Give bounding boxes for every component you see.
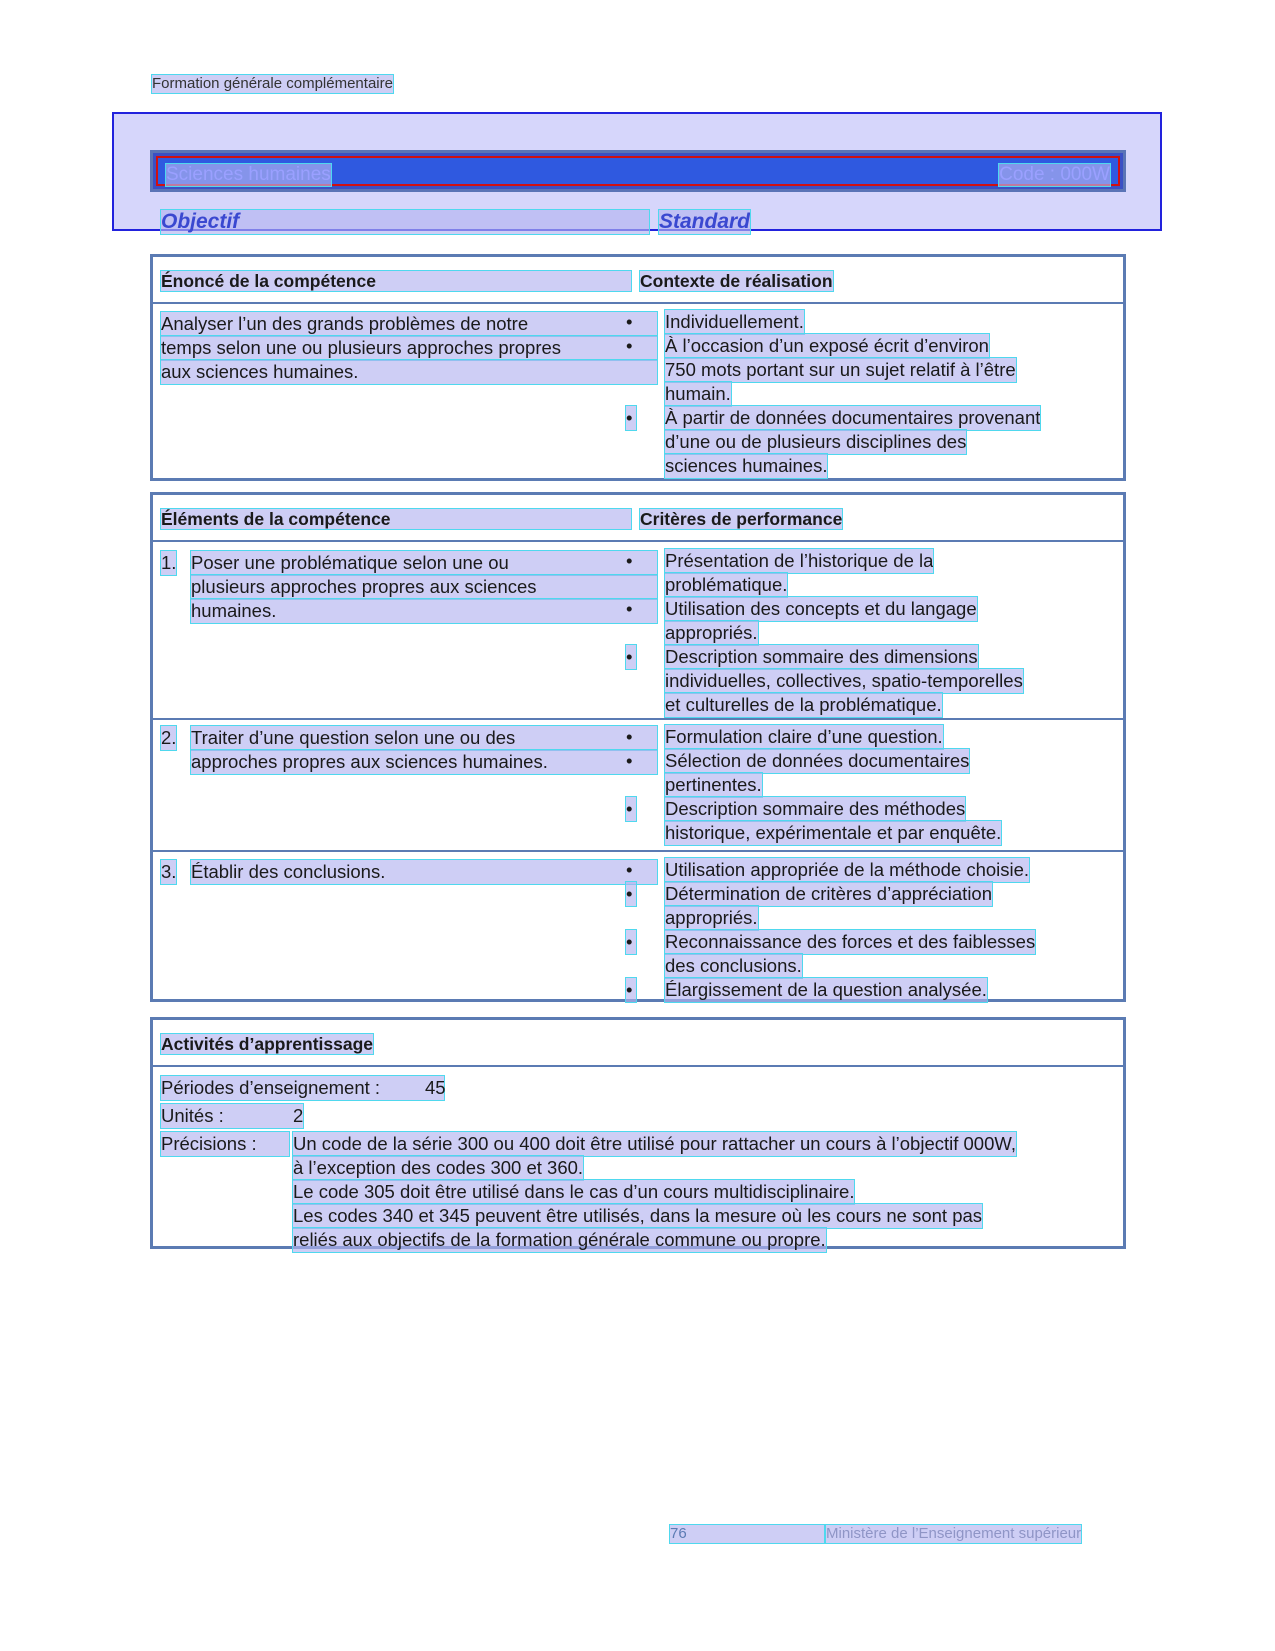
- bullet: •: [626, 859, 633, 880]
- criterion-line: Description sommaire des méthodes: [665, 798, 966, 819]
- competence-box-header: [153, 257, 1123, 304]
- list-item: [623, 725, 1001, 749]
- precision-line: Les codes 340 et 345 peuvent être utilisés, dans la mesure où les cours ne sont pas: [293, 1205, 983, 1226]
- elements-box: [150, 492, 1126, 1002]
- list-item: [623, 978, 1035, 1002]
- criteria-list: [623, 858, 1035, 1002]
- footer-page-number: 76: [670, 1525, 824, 1543]
- list-item: [623, 334, 1040, 406]
- element-text: [191, 860, 657, 884]
- bullet: •: [626, 311, 633, 332]
- standard-heading: Standard: [659, 210, 751, 233]
- precisions-text: [293, 1132, 1016, 1252]
- criterion-line: des conclusions.: [665, 955, 802, 976]
- list-item: [623, 797, 1001, 845]
- units-label: [161, 1104, 303, 1128]
- element-text: [191, 551, 657, 623]
- criteria-header: Critères de performance: [640, 509, 843, 529]
- element-number: 2.: [161, 727, 177, 748]
- element-line: approches propres aux sciences humaines.: [191, 750, 657, 774]
- periods-label-text: Périodes d’enseignement :: [161, 1077, 381, 1098]
- bullet: •: [626, 645, 636, 669]
- context-line: Individuellement.: [665, 311, 804, 332]
- list-item: [623, 858, 1035, 882]
- statement-line: Analyser l’un des grands problèmes de notre: [161, 312, 657, 336]
- criterion-line: Élargissement de la question analysée.: [665, 979, 987, 1000]
- footer-ministry: Ministère de l’Enseignement supérieur: [826, 1525, 1082, 1542]
- context-header: Contexte de réalisation: [640, 271, 833, 291]
- statement-line: aux sciences humaines.: [161, 360, 657, 384]
- bullet: •: [626, 550, 633, 571]
- criterion-line: individuelles, collectives, spatio-temporelles: [665, 670, 1023, 691]
- element-line: humaines.: [191, 599, 657, 623]
- precision-line: à l’exception des codes 300 et 360.: [293, 1157, 584, 1178]
- list-item: [623, 406, 1040, 478]
- bullet: •: [626, 930, 636, 954]
- element-text: [191, 726, 657, 774]
- precisions-label: Précisions :: [161, 1132, 289, 1156]
- context-line: sciences humaines.: [665, 455, 828, 476]
- criterion-line: problématique.: [665, 574, 788, 595]
- criterion-line: Détermination de critères d’appréciation: [665, 883, 993, 904]
- context-line: d’une ou de plusieurs disciplines des: [665, 431, 967, 452]
- element-row-3: [153, 852, 1123, 1002]
- criterion-line: pertinentes.: [665, 774, 762, 795]
- activities-header: Activités d’apprentissage: [161, 1034, 374, 1054]
- bullet: •: [626, 726, 633, 747]
- activities-box: [150, 1017, 1126, 1249]
- criterion-line: Reconnaissance des forces et des faiblesses: [665, 931, 1036, 952]
- bullet: •: [626, 978, 636, 1002]
- list-item: [623, 930, 1035, 978]
- bullet: •: [626, 797, 636, 821]
- list-item: [623, 310, 1040, 334]
- periods-value: 45: [425, 1077, 446, 1098]
- units-label-text: Unités :: [161, 1105, 224, 1126]
- objectif-heading: Objectif: [161, 210, 649, 234]
- units-value: 2: [293, 1105, 304, 1126]
- context-line: humain.: [665, 383, 731, 404]
- bullet: •: [626, 335, 633, 356]
- element-number: 1.: [161, 552, 177, 573]
- precision-line: reliés aux objectifs de la formation générale commune ou propre.: [293, 1229, 826, 1250]
- context-line: À partir de données documentaires provenant: [665, 407, 1041, 428]
- criterion-line: Formulation claire d’une question.: [665, 726, 943, 747]
- elements-header: Éléments de la compétence: [161, 509, 631, 529]
- bullet: •: [626, 598, 633, 619]
- bullet: •: [626, 406, 636, 430]
- context-list: [623, 310, 1040, 478]
- course-title-bar: [150, 150, 1126, 192]
- criteria-list: [623, 725, 1001, 845]
- criterion-line: Sélection de données documentaires: [665, 750, 970, 771]
- periods-label: [161, 1076, 444, 1100]
- criterion-line: appropriés.: [665, 907, 758, 928]
- criterion-line: appropriés.: [665, 622, 758, 643]
- element-row-2: [153, 720, 1123, 852]
- bullet: •: [626, 750, 633, 771]
- criterion-line: et culturelles de la problématique.: [665, 694, 942, 715]
- element-line: Établir des conclusions.: [191, 860, 657, 884]
- list-item: [623, 597, 1023, 645]
- criterion-line: Utilisation appropriée de la méthode choisie.: [665, 859, 1030, 880]
- activities-box-body: [153, 1067, 1123, 1250]
- elements-box-header: [153, 495, 1123, 542]
- course-code: Code : 000W: [999, 164, 1110, 185]
- precision-line: Un code de la série 300 ou 400 doit être utilisé pour rattacher un cours à l’objectif 000W,: [293, 1133, 1016, 1154]
- course-title: Sciences humaines: [166, 164, 331, 185]
- element-line: plusieurs approches propres aux sciences: [191, 575, 657, 599]
- criterion-line: Description sommaire des dimensions: [665, 646, 978, 667]
- criterion-line: Présentation de l’historique de la: [665, 550, 934, 571]
- criterion-line: Utilisation des concepts et du langage: [665, 598, 977, 619]
- element-line: Traiter d’une question selon une ou des: [191, 726, 657, 750]
- competence-box: [150, 254, 1126, 481]
- activities-box-header: [153, 1020, 1123, 1067]
- list-item: [623, 645, 1023, 717]
- bullet: •: [626, 882, 636, 906]
- precision-line: Le code 305 doit être utilisé dans le cas d’un cours multidisciplinaire.: [293, 1181, 855, 1202]
- criteria-list: [623, 549, 1023, 717]
- competence-statement: [161, 312, 657, 384]
- list-item: [623, 882, 1035, 930]
- element-row-1: [153, 542, 1123, 720]
- running-header: Formation générale complémentaire: [152, 75, 393, 92]
- element-line: Poser une problématique selon une ou: [191, 551, 657, 575]
- statement-header: Énoncé de la compétence: [161, 271, 631, 291]
- context-line: 750 mots portant sur un sujet relatif à l’être: [665, 359, 1016, 380]
- criterion-line: historique, expérimentale et par enquête.: [665, 822, 1002, 843]
- context-line: À l’occasion d’un exposé écrit d’environ: [665, 335, 989, 356]
- course-title-bar-inner: [156, 156, 1120, 186]
- statement-line: temps selon une ou plusieurs approches propres: [161, 336, 657, 360]
- list-item: [623, 749, 1001, 797]
- element-number: 3.: [161, 861, 177, 882]
- list-item: [623, 549, 1023, 597]
- competence-box-body: [153, 304, 1123, 476]
